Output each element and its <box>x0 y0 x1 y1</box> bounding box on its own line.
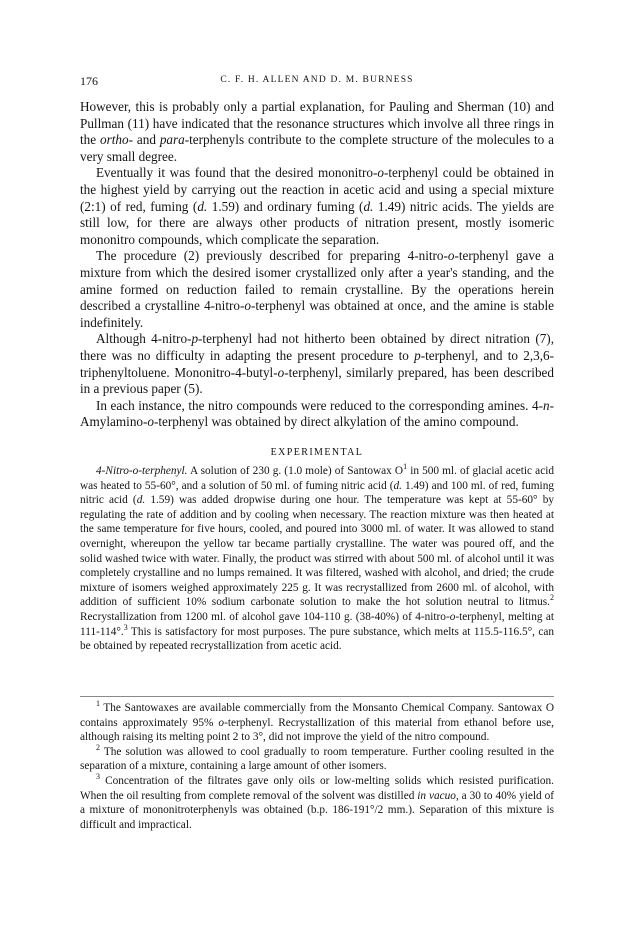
running-head: C. F. H. ALLEN AND D. M. BURNESS <box>220 75 414 85</box>
paragraph: The procedure (2) previously described for preparing 4-nitro-o-terphenyl gave a mixture from which the desired isomer crystallized only after a year's standing, and the amine formed on reduction failed to remain crystalline. By the operations herein described a crystalline 4-nitro-o-terphenyl was obtained at once, and the amine is stable indefinitely. <box>80 248 554 330</box>
paragraph: Eventually it was found that the desired mononitro-o-terphenyl could be obtained in the highest yield by carrying out the reaction in acetic acid and using a special mixture (2:1) of red, fuming (d. 1.59) and ordinary fuming (d. 1.49) nitric acids. The yields are still low, for there are always other products of nitration present, mostly isomeric mononitro compounds, which complicate the separation. <box>80 165 554 247</box>
footnote-mark: 3 <box>96 772 100 782</box>
paragraph: 4-Nitro-o-terphenyl. A solution of 230 g. (1.0 mole) of Santowax $O^1$ in 500 ml. of glacial acetic acid was heated to 55-60°, and a solution of 50 ml. of fuming nitric acid (d. 1.49) and 100 ml. of red, fuming nitric acid (d. 1.59) was added dropwise during one hour. The temperature was kept at 55-60° by regulating the rate of addition and by cooling when necessary. The reaction mixture was then heated at the same temperature for five hours, cooled, and poured into 3000 ml. of water. It was allowed to stand overnight, whereupon the yellow tar became partially crystalline. The water was poured off, and the solid washed twice with water. Finally, the product was stirred with about 500 ml. of alcohol until it was completely crystalline and no lumps remained. It was filtered, washed with alcohol, and dried; the crude mixture of isomers weighed approximately 225 g. It was recrystallized from 2600 ml. of alcohol, with addition of sufficient 10% sodium carbonate solution to make the hot solution neutral to litmus.$^2$ Recrystallization from 1200 ml. of alcohol gave 104-110 g. (38-40%) of 4-nitro-o-terphenyl, melting at 111-114°.$^3$ This is satisfactory for most purposes. The pure substance, which melts at 115.5-116.5°, can be obtained by repeated recrystallization from acetic acid. <box>80 462 555 653</box>
experimental-text <box>80 464 554 654</box>
page-number: 176 <box>80 74 98 88</box>
footnote-mark: 1 <box>96 699 100 709</box>
footnote-ref: 1 <box>403 462 408 472</box>
section-heading: EXPERIMENTAL <box>270 447 364 458</box>
footnote: $^3$ Concentration of the filtrates gave only oils or low-melting solids which resisted purification. When the oil resulting from complete removal of the solvent was distilled in vacuo, a 30 to 40% yield of a mixture of mononitroterphenyls was obtained (b.p. 186-191°/2 mm.). Separation of this mixture is difficult and impractical. <box>80 772 554 831</box>
paragraph: However, this is probably only a partial explanation, for Pauling and Sherman (10) and Pullman (11) have indicated that the resonance structures which involve all three rings in the ortho- and para-terphenyls contribute to the complete structure of the molecules to a very small degree. <box>80 99 554 164</box>
compound-title: 4-Nitro-o-terphenyl. <box>96 465 188 477</box>
paragraph: In each instance, the nitro compounds were reduced to the corresponding amines. 4-n-Amylamino-o-terphenyl was obtained by direct alkylation of the amino compound. <box>80 397 554 430</box>
footnotes <box>80 701 554 832</box>
footnote-ref: 2 <box>550 593 554 603</box>
footnote: $^2$ The solution was allowed to cool gradually to room temperature. Further cooling resulted in the separation of a mixture, containing a large amount of other isomers. <box>80 743 554 773</box>
page-header <box>80 74 554 90</box>
footnote-mark: 2 <box>96 743 100 753</box>
footnote-ref: 3 <box>123 622 128 632</box>
footnote: $^1$ The Santowaxes are available commercially from the Monsanto Chemical Company. Santowax O contains approximately 95% o-terphenyl. Recrystallization of this material from ethanol before use, although raising its melting point 2 to 3°, did not improve the yield of the nitro compound. <box>80 699 554 744</box>
footnote-divider <box>80 696 554 697</box>
body-text <box>80 99 554 431</box>
paragraph: Although 4-nitro-p-terphenyl had not hitherto been obtained by direct nitration (7), there was no difficulty in adapting the present procedure to p-terphenyl, and to 2,3,6-triphenyltoluene. Mononitro-4-butyl-o-terphenyl, similarly prepared, has been described in a previous paper (5). <box>80 331 555 397</box>
